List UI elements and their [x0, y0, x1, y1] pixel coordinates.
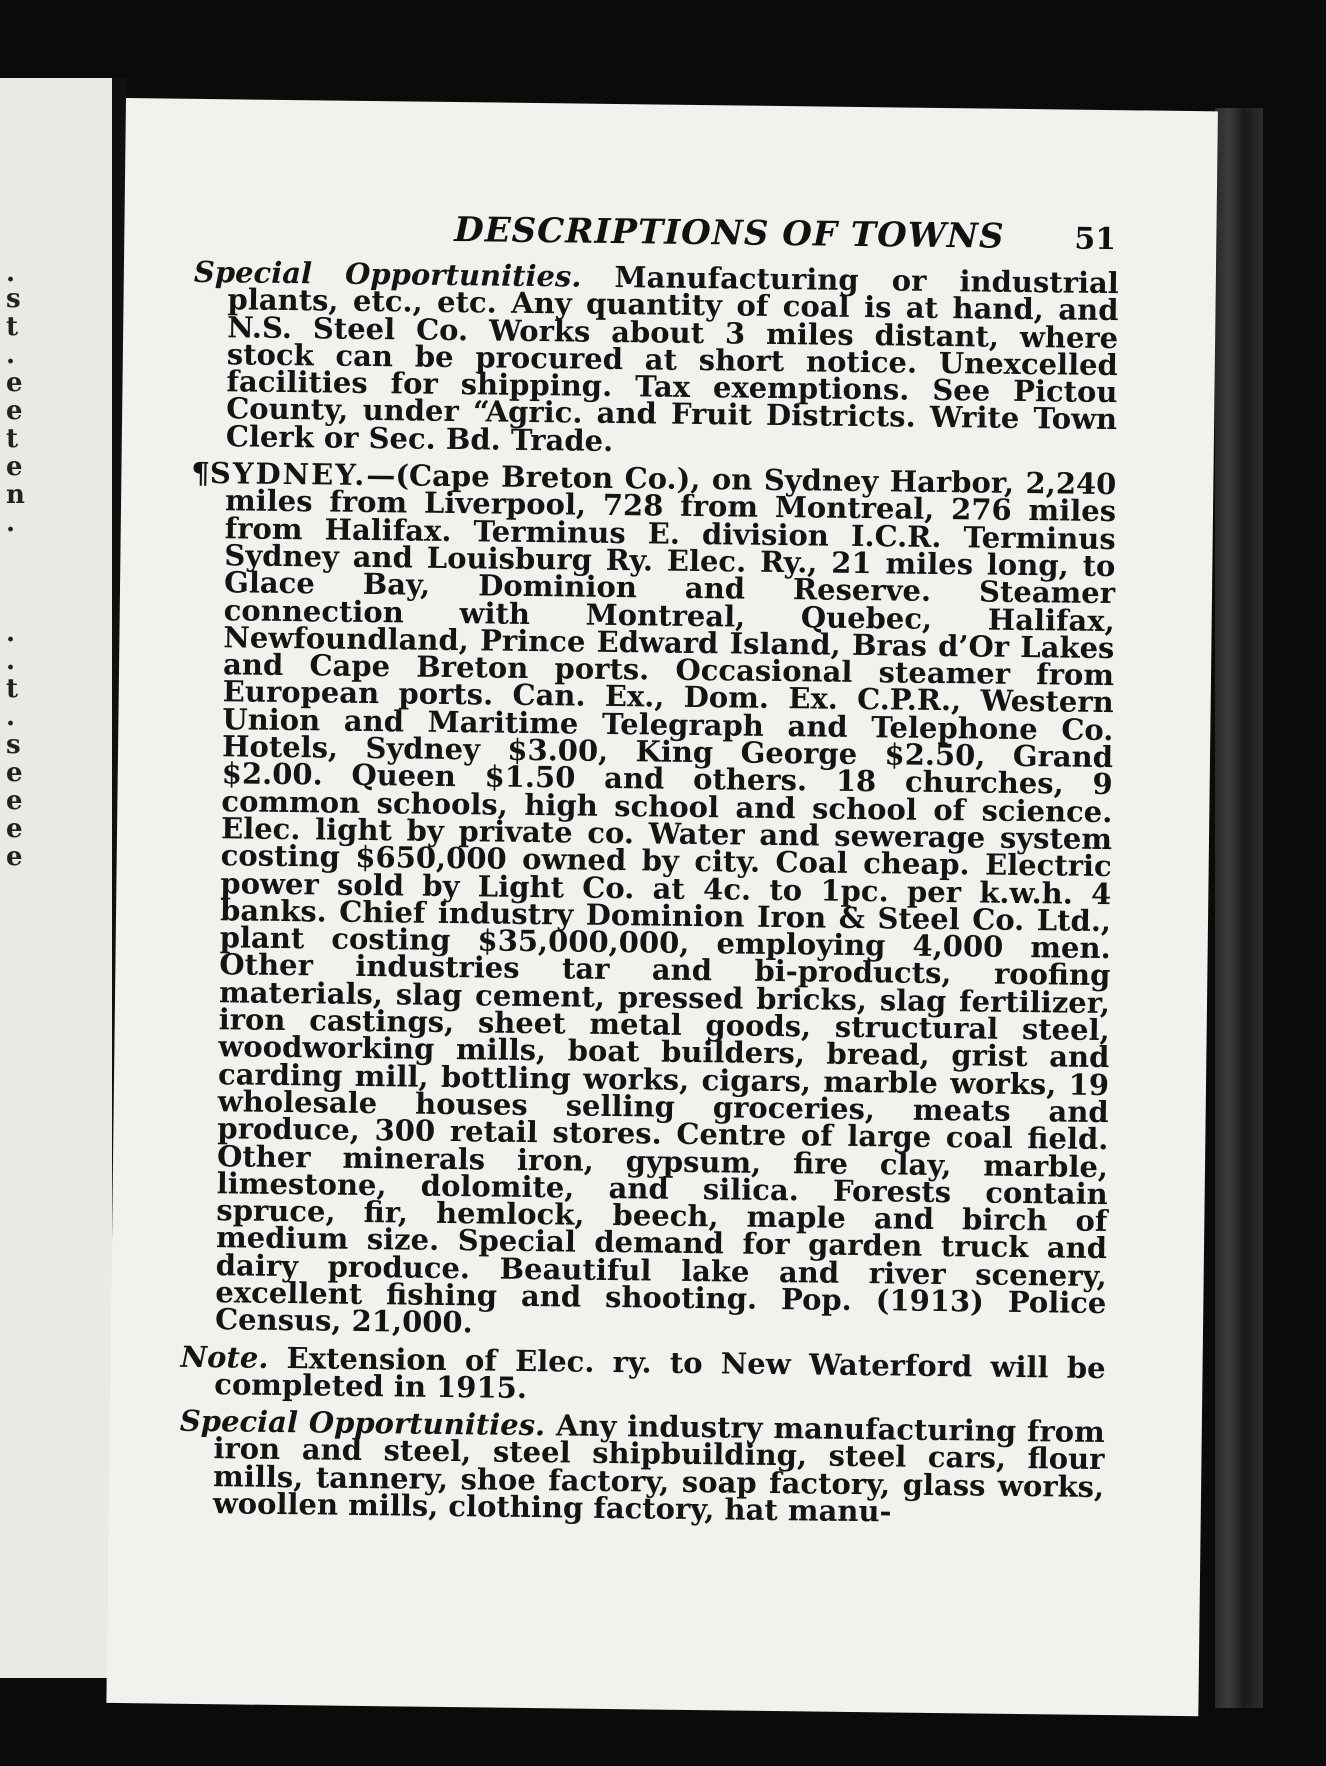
- margin-fragment: e: [6, 452, 23, 482]
- margin-fragment: .: [6, 702, 16, 732]
- margin-fragment: n: [6, 480, 25, 510]
- page-body: [179, 254, 1120, 1539]
- paragraph-special-opportunities-2: [179, 1403, 1105, 1529]
- margin-fragment: s: [6, 730, 21, 760]
- margin-fragment: t: [6, 674, 19, 704]
- running-head: DESCRIPTIONS OF TOWNS: [453, 210, 1005, 257]
- margin-fragment: .: [6, 646, 16, 676]
- book-page: [106, 98, 1218, 1716]
- margin-fragment: e: [6, 396, 23, 426]
- paragraph-special-opportunities-1: [192, 254, 1120, 461]
- margin-fragment: .: [6, 258, 16, 288]
- margin-fragment: e: [6, 842, 23, 872]
- margin-fragment: .: [6, 340, 16, 370]
- facing-page-edge: [0, 78, 112, 1678]
- margin-fragment: t: [6, 312, 19, 342]
- margin-fragment: e: [6, 786, 23, 816]
- pilcrow-icon: ¶: [191, 455, 211, 491]
- margin-fragment: .: [6, 618, 16, 648]
- margin-fragment: .: [6, 508, 16, 538]
- paragraph-note: [180, 1339, 1106, 1409]
- paragraph-lead: Note.: [180, 1339, 269, 1375]
- paragraph-sydney: [181, 455, 1117, 1345]
- paragraph-text: —(Cape Breton Co.), on Sydney Harbor, 2,240 miles from Liverpool, 728 from Montreal, 276 miles from Halifax. Terminus E. division I.C.R. Terminus Sydney and Louisburg Ry. Elec. Ry., 21 miles long, to Glace Bay, Dominion and Reserve. Steamer connection with Montreal, Quebec, Halifax, Newfoundland, Prince Edward Island, Bras d’Or Lakes and Cape Breton ports. Occasional steamer from European ports. Can. Ex., Dom. Ex. C.P.R., Western Union and Maritime Telegraph and Telephone Co. Hotels, Sydney $3.00, King George $2.50, Grand $2.00. Queen $1.50 and others. 18 churches, 9 common schools, high school and school of science. Elec. light by private co. Water and sewerage system costing $650,000 owned by city. Coal cheap. Electric power sold by Light Co. at 4c. to 1pc. per k.w.h. 4 banks. Chief industry Dominion Iron & Steel Co. Ltd., plant costing $35,000,000, employing 4,000 men. Other industries tar and bi-products, roofing materials, slag cement, pressed bricks, slag fertilizer, iron castings, sheet metal goods, structural steel, woodworking mills, boat builders, bread, grist and carding mill, bottling works, cigars, marble works, 19 wholesale houses selling groceries, meats and produce, 300 retail stores. Centre of large coal field. Other minerals iron, gypsum, fire clay, marble, limestone, dolomite, and silica. Forests contain spruce, fir, hemlock, beech, maple and birch of medium size. Special demand for garden truck and dairy produce. Beautiful lake and river scenery, excellent fishing and shooting. Pop. (1913) Police Census, 21,000.: [214, 458, 1117, 1340]
- paragraph-text: Extension of Elec. ry. to New Waterford will be completed in 1915.: [214, 1340, 1106, 1405]
- margin-fragment: e: [6, 814, 23, 844]
- margin-fragment: s: [6, 284, 21, 314]
- paragraph-text: Any industry manufacturing from iron and steel, steel shipbuilding, steel cars, flour mills, tannery, shoe factory, soap factory, glass works, woollen mills, clothing factory, hat manu-: [212, 1408, 1105, 1529]
- paragraph-lead: Special Opportunities.: [179, 1403, 546, 1443]
- paragraph-text: Manufacturing or industrial plants, etc., etc. Any quantity of coal is at hand, and N.S. Steel Co. Works about 3 miles distant, where stock can be procured at short notice. Unexcelled facilities for shipping. Tax exemptions. See Pictou County, under “Agric. and Fruit Districts. Write Town Clerk or Sec. Bd. Trade.: [225, 259, 1120, 458]
- paragraph-lead: Special Opportunities.: [193, 254, 582, 294]
- margin-fragment: e: [6, 368, 23, 398]
- town-name: SYDNEY.: [209, 456, 367, 493]
- page-number: 51: [1074, 221, 1117, 258]
- page-stack-edge: [1215, 108, 1263, 1708]
- margin-fragment: t: [6, 424, 19, 454]
- margin-fragment: e: [6, 758, 23, 788]
